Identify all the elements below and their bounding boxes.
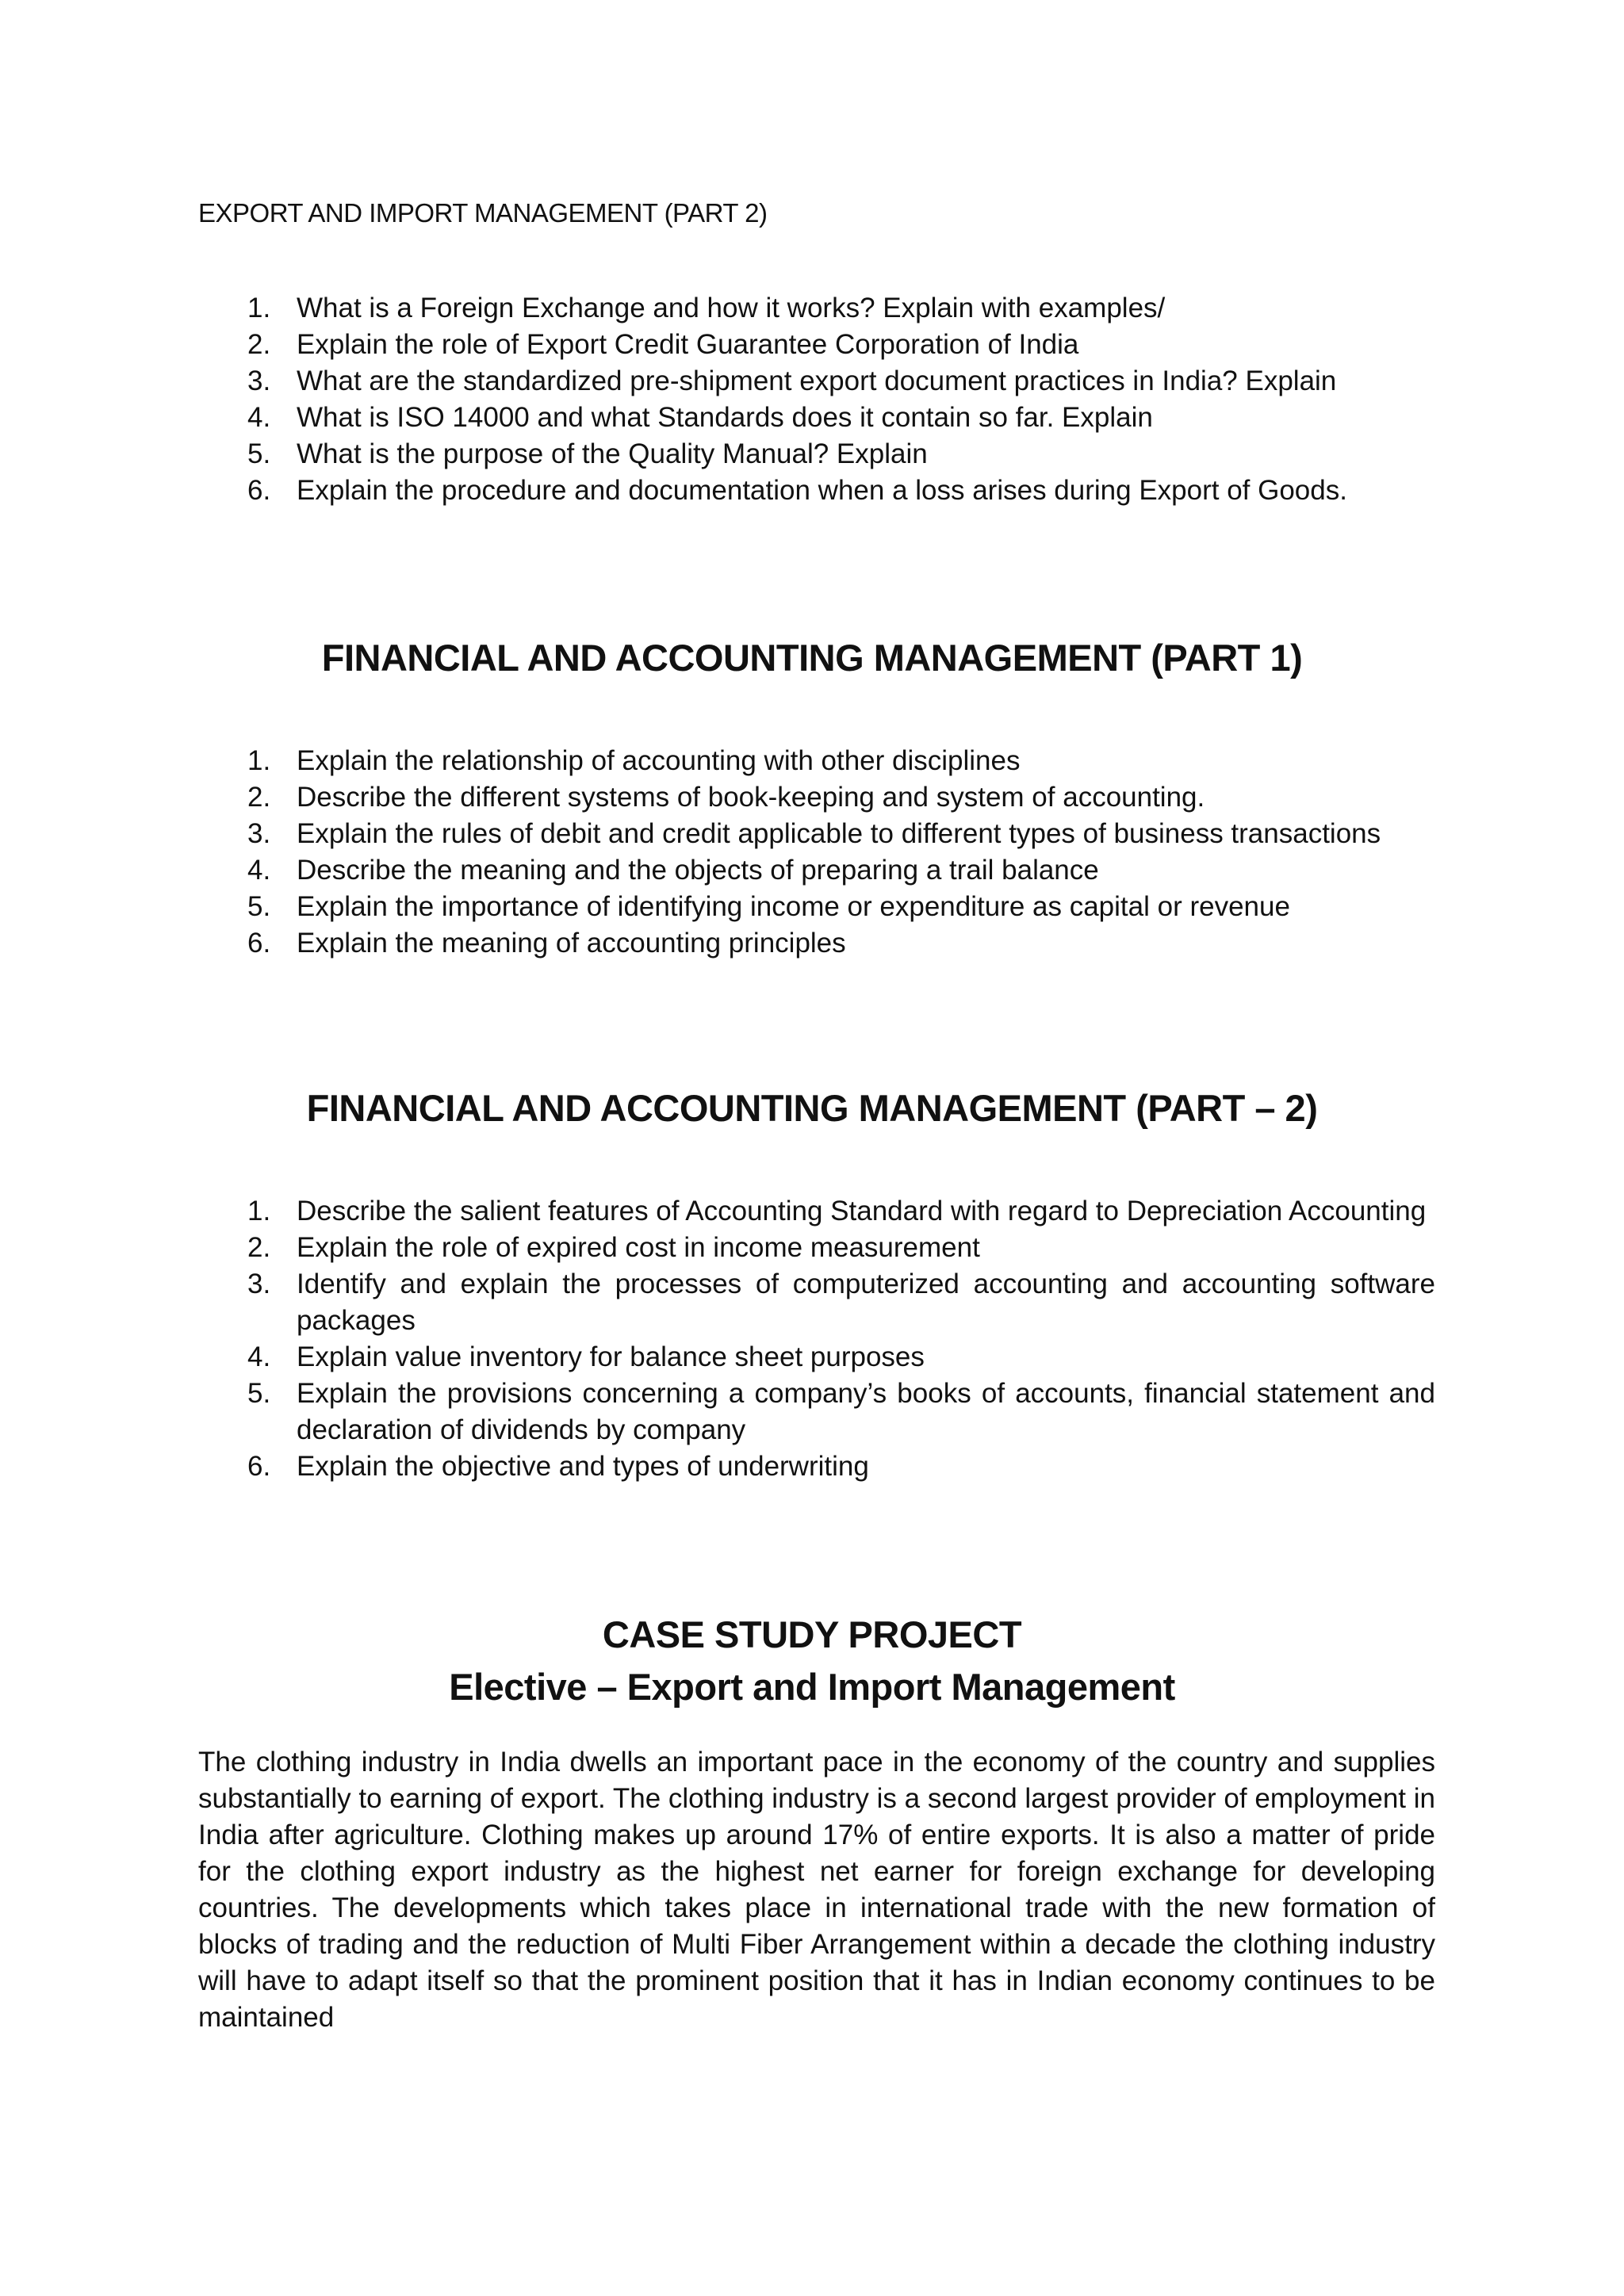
list-item: 4. What is ISO 14000 and what Standards does it contain so far. Explain (247, 402, 1153, 433)
list-item: 6. Explain the procedure and documentation when a loss arises during Export of Goods. (247, 475, 1347, 506)
finance-part2-heading: FINANCIAL AND ACCOUNTING MANAGEMENT (PART – 2) (306, 1087, 1318, 1129)
list-item: 2. Explain the role of Export Credit Guarantee Corporation of India (247, 329, 1079, 360)
list-item: 3. What are the standardized pre-shipment export document practices in India? Explain (247, 365, 1337, 396)
export-part2-question-list (198, 290, 1435, 509)
list-item: 1. Describe the salient features of Accounting Standard with regard to Depreciation Accounting (247, 1196, 1427, 1226)
list-item: 6. Explain the objective and types of underwriting (247, 1451, 869, 1482)
export-part2-label: EXPORT AND IMPORT MANAGEMENT (PART 2) (198, 198, 768, 228)
list-item: 2. Explain the role of expired cost in income measurement (247, 1232, 980, 1263)
list-item: 5. Explain the provisions concerning a company’s books of accounts, financial statement and declaration of dividends by company (247, 1378, 1435, 1445)
list-item: 5. Explain the importance of identifying income or expenditure as capital or revenue (247, 891, 1290, 922)
finance-part2-question-list (198, 1193, 1435, 1485)
list-item: 6. Explain the meaning of accounting principles (247, 928, 846, 959)
list-item: 3. Explain the rules of debit and credit applicable to different types of business transactions (247, 818, 1381, 849)
list-item: 4. Explain value inventory for balance sheet purposes (247, 1341, 925, 1372)
finance-part1-heading: FINANCIAL AND ACCOUNTING MANAGEMENT (PART 1) (321, 637, 1303, 679)
case-study-subheading: Elective – Export and Import Management (449, 1666, 1175, 1708)
case-study-heading: CASE STUDY PROJECT (602, 1613, 1022, 1655)
list-item: 5. What is the purpose of the Quality Manual? Explain (247, 438, 928, 469)
case-study-paragraph: The clothing industry in India dwells an important pace in the economy of the country and supplies substantially to earning of export. The clothing industry is a second largest provider of employment in India after agriculture. Clothing makes up around 17% of entire exports. It is also a matter of pride for the clothing export industry as the highest net earner for foreign exchange for developing countries. The developments which takes place in international trade with the new formation of blocks of trading and the reduction of Multi Fiber Arrangement within a decade the clothing industry will have to adapt itself so that the prominent position that it has in Indian economy continues to be maintained (198, 1747, 1435, 2033)
finance-part1-question-list (198, 743, 1435, 962)
list-item: 2. Describe the different systems of book-keeping and system of accounting. (247, 782, 1205, 813)
list-item: 3. Identify and explain the processes of computerized accounting and accounting software packages (247, 1269, 1435, 1336)
list-item: 4. Describe the meaning and the objects of preparing a trail balance (247, 855, 1099, 886)
list-item: 1. What is a Foreign Exchange and how it works? Explain with examples/ (247, 293, 1166, 323)
list-item: 1. Explain the relationship of accounting with other disciplines (247, 745, 1021, 776)
